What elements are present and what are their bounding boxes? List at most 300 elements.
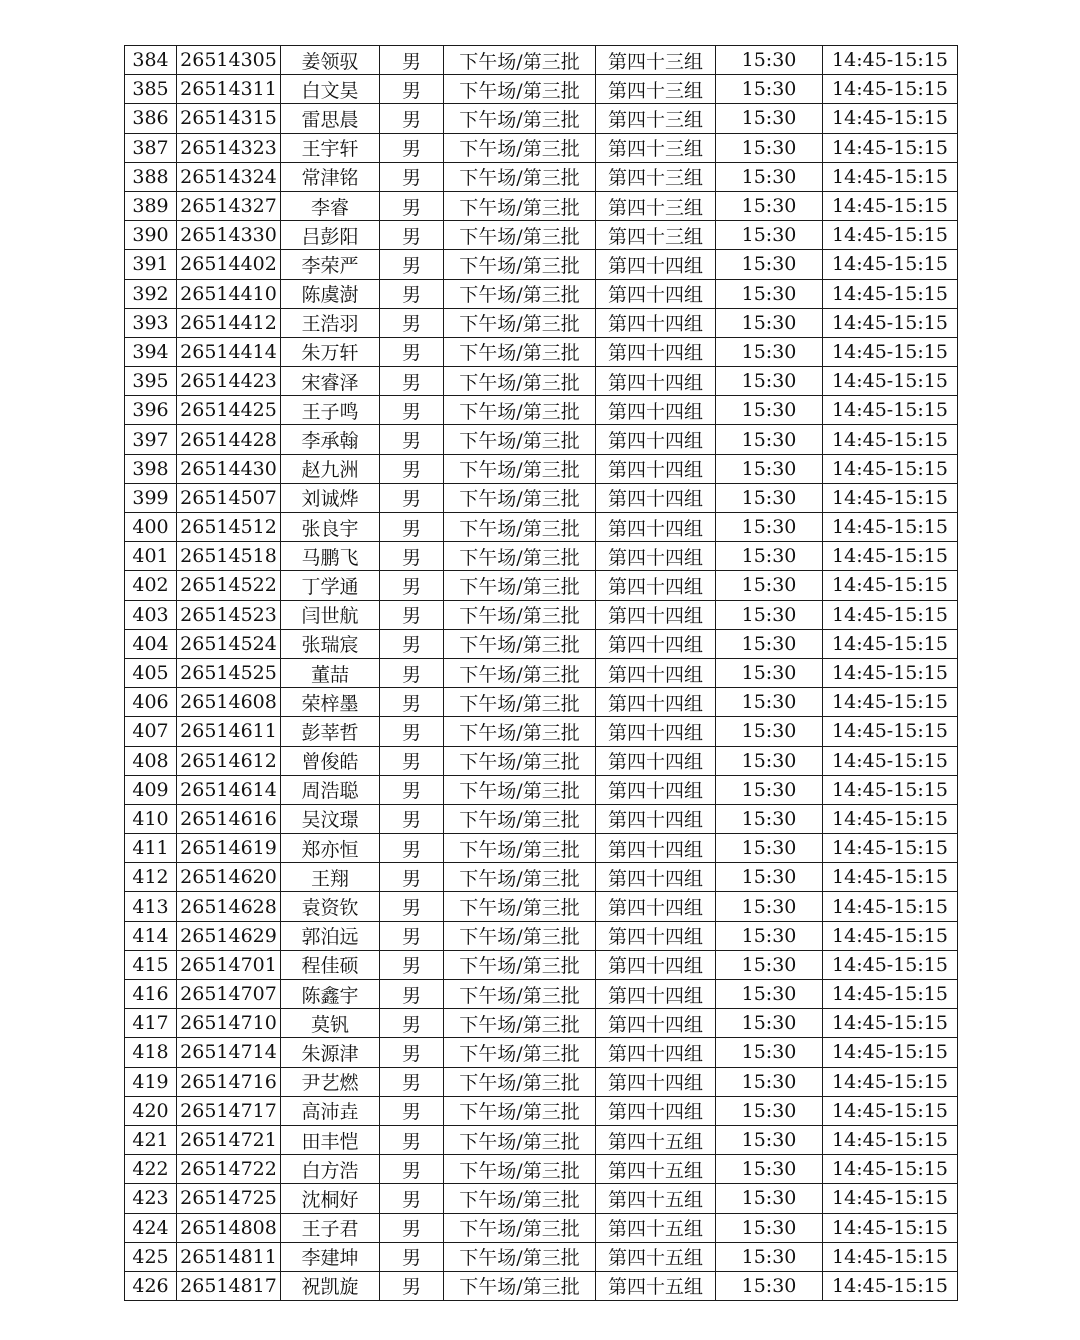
- session-cell: 下午场/第三批: [444, 191, 596, 220]
- table-row: [125, 600, 958, 629]
- group-cell: 第四十四组: [596, 980, 716, 1009]
- checkin-time-cell: 14:45-15:15: [823, 1125, 958, 1154]
- group-cell: 第四十四组: [596, 279, 716, 308]
- table-row: [125, 75, 958, 104]
- start-time-cell: 15:30: [716, 1067, 823, 1096]
- start-time-cell: 15:30: [716, 396, 823, 425]
- session-cell: 下午场/第三批: [444, 1096, 596, 1125]
- group-cell: 第四十四组: [596, 308, 716, 337]
- checkin-time-cell: 14:45-15:15: [823, 337, 958, 366]
- exam-id-cell: 26514525: [177, 658, 281, 687]
- exam-id-cell: 26514425: [177, 396, 281, 425]
- seq-cell: 391: [125, 250, 177, 279]
- seq-cell: 403: [125, 600, 177, 629]
- gender-cell: 男: [380, 834, 444, 863]
- group-cell: 第四十五组: [596, 1125, 716, 1154]
- name-cell: 郭泊远: [281, 921, 380, 950]
- gender-cell: 男: [380, 892, 444, 921]
- checkin-time-cell: 14:45-15:15: [823, 1213, 958, 1242]
- start-time-cell: 15:30: [716, 1096, 823, 1125]
- gender-cell: 男: [380, 191, 444, 220]
- checkin-time-cell: 14:45-15:15: [823, 629, 958, 658]
- session-cell: 下午场/第三批: [444, 629, 596, 658]
- seq-cell: 412: [125, 863, 177, 892]
- start-time-cell: 15:30: [716, 775, 823, 804]
- seq-cell: 387: [125, 133, 177, 162]
- session-cell: 下午场/第三批: [444, 46, 596, 75]
- exam-id-cell: 26514725: [177, 1184, 281, 1213]
- table-row: [125, 542, 958, 571]
- checkin-time-cell: 14:45-15:15: [823, 513, 958, 542]
- seq-cell: 400: [125, 513, 177, 542]
- checkin-time-cell: 14:45-15:15: [823, 454, 958, 483]
- group-cell: 第四十三组: [596, 104, 716, 133]
- table-row: [125, 279, 958, 308]
- seq-cell: 407: [125, 717, 177, 746]
- seq-cell: 411: [125, 834, 177, 863]
- gender-cell: 男: [380, 717, 444, 746]
- exam-id-cell: 26514324: [177, 162, 281, 191]
- group-cell: 第四十四组: [596, 571, 716, 600]
- name-cell: 赵九洲: [281, 454, 380, 483]
- exam-id-cell: 26514412: [177, 308, 281, 337]
- group-cell: 第四十五组: [596, 1184, 716, 1213]
- session-cell: 下午场/第三批: [444, 1271, 596, 1300]
- gender-cell: 男: [380, 1067, 444, 1096]
- gender-cell: 男: [380, 337, 444, 366]
- group-cell: 第四十四组: [596, 688, 716, 717]
- table-row: [125, 863, 958, 892]
- checkin-time-cell: 14:45-15:15: [823, 250, 958, 279]
- exam-id-cell: 26514714: [177, 1038, 281, 1067]
- group-cell: 第四十五组: [596, 1155, 716, 1184]
- seq-cell: 384: [125, 46, 177, 75]
- group-cell: 第四十三组: [596, 221, 716, 250]
- table-row: [125, 1125, 958, 1154]
- session-cell: 下午场/第三批: [444, 1067, 596, 1096]
- group-cell: 第四十三组: [596, 133, 716, 162]
- name-cell: 王浩羽: [281, 308, 380, 337]
- start-time-cell: 15:30: [716, 804, 823, 833]
- name-cell: 吴汶璟: [281, 804, 380, 833]
- checkin-time-cell: 14:45-15:15: [823, 162, 958, 191]
- exam-id-cell: 26514716: [177, 1067, 281, 1096]
- checkin-time-cell: 14:45-15:15: [823, 425, 958, 454]
- gender-cell: 男: [380, 542, 444, 571]
- table-row: [125, 658, 958, 687]
- start-time-cell: 15:30: [716, 454, 823, 483]
- table-row: [125, 1038, 958, 1067]
- start-time-cell: 15:30: [716, 425, 823, 454]
- seq-cell: 418: [125, 1038, 177, 1067]
- start-time-cell: 15:30: [716, 513, 823, 542]
- checkin-time-cell: 14:45-15:15: [823, 834, 958, 863]
- table-row: [125, 1242, 958, 1271]
- exam-id-cell: 26514428: [177, 425, 281, 454]
- session-cell: 下午场/第三批: [444, 980, 596, 1009]
- start-time-cell: 15:30: [716, 600, 823, 629]
- group-cell: 第四十四组: [596, 775, 716, 804]
- gender-cell: 男: [380, 1038, 444, 1067]
- exam-id-cell: 26514423: [177, 367, 281, 396]
- exam-id-cell: 26514616: [177, 804, 281, 833]
- gender-cell: 男: [380, 775, 444, 804]
- name-cell: 程佳硕: [281, 950, 380, 979]
- name-cell: 王翔: [281, 863, 380, 892]
- table-row: [125, 191, 958, 220]
- table-row: [125, 1271, 958, 1300]
- checkin-time-cell: 14:45-15:15: [823, 483, 958, 512]
- table-row: [125, 104, 958, 133]
- exam-id-cell: 26514620: [177, 863, 281, 892]
- exam-id-cell: 26514701: [177, 950, 281, 979]
- gender-cell: 男: [380, 746, 444, 775]
- table-row: [125, 1213, 958, 1242]
- session-cell: 下午场/第三批: [444, 1184, 596, 1213]
- start-time-cell: 15:30: [716, 250, 823, 279]
- gender-cell: 男: [380, 250, 444, 279]
- gender-cell: 男: [380, 46, 444, 75]
- start-time-cell: 15:30: [716, 629, 823, 658]
- exam-id-cell: 26514524: [177, 629, 281, 658]
- seq-cell: 409: [125, 775, 177, 804]
- exam-id-cell: 26514717: [177, 1096, 281, 1125]
- table-row: [125, 834, 958, 863]
- session-cell: 下午场/第三批: [444, 221, 596, 250]
- session-cell: 下午场/第三批: [444, 1038, 596, 1067]
- gender-cell: 男: [380, 1096, 444, 1125]
- checkin-time-cell: 14:45-15:15: [823, 980, 958, 1009]
- table-row: [125, 921, 958, 950]
- start-time-cell: 15:30: [716, 863, 823, 892]
- table-row: [125, 162, 958, 191]
- gender-cell: 男: [380, 921, 444, 950]
- gender-cell: 男: [380, 513, 444, 542]
- seq-cell: 414: [125, 921, 177, 950]
- session-cell: 下午场/第三批: [444, 863, 596, 892]
- group-cell: 第四十四组: [596, 513, 716, 542]
- table-row: [125, 717, 958, 746]
- start-time-cell: 15:30: [716, 191, 823, 220]
- name-cell: 白文昊: [281, 75, 380, 104]
- session-cell: 下午场/第三批: [444, 834, 596, 863]
- exam-id-cell: 26514315: [177, 104, 281, 133]
- gender-cell: 男: [380, 980, 444, 1009]
- checkin-time-cell: 14:45-15:15: [823, 279, 958, 308]
- name-cell: 马鹏飞: [281, 542, 380, 571]
- start-time-cell: 15:30: [716, 1271, 823, 1300]
- checkin-time-cell: 14:45-15:15: [823, 775, 958, 804]
- seq-cell: 394: [125, 337, 177, 366]
- start-time-cell: 15:30: [716, 571, 823, 600]
- name-cell: 李荣严: [281, 250, 380, 279]
- start-time-cell: 15:30: [716, 717, 823, 746]
- table-row: [125, 454, 958, 483]
- name-cell: 王子君: [281, 1213, 380, 1242]
- seq-cell: 396: [125, 396, 177, 425]
- gender-cell: 男: [380, 688, 444, 717]
- checkin-time-cell: 14:45-15:15: [823, 191, 958, 220]
- start-time-cell: 15:30: [716, 980, 823, 1009]
- checkin-time-cell: 14:45-15:15: [823, 1184, 958, 1213]
- name-cell: 李睿: [281, 191, 380, 220]
- session-cell: 下午场/第三批: [444, 162, 596, 191]
- start-time-cell: 15:30: [716, 367, 823, 396]
- gender-cell: 男: [380, 454, 444, 483]
- gender-cell: 男: [380, 950, 444, 979]
- exam-id-cell: 26514808: [177, 1213, 281, 1242]
- seq-cell: 415: [125, 950, 177, 979]
- session-cell: 下午场/第三批: [444, 1125, 596, 1154]
- exam-id-cell: 26514512: [177, 513, 281, 542]
- name-cell: 宋睿泽: [281, 367, 380, 396]
- session-cell: 下午场/第三批: [444, 658, 596, 687]
- gender-cell: 男: [380, 804, 444, 833]
- seq-cell: 401: [125, 542, 177, 571]
- session-cell: 下午场/第三批: [444, 775, 596, 804]
- table-row: [125, 688, 958, 717]
- start-time-cell: 15:30: [716, 834, 823, 863]
- name-cell: 王子鸣: [281, 396, 380, 425]
- group-cell: 第四十五组: [596, 1213, 716, 1242]
- table-row: [125, 396, 958, 425]
- exam-id-cell: 26514628: [177, 892, 281, 921]
- name-cell: 董喆: [281, 658, 380, 687]
- group-cell: 第四十四组: [596, 746, 716, 775]
- checkin-time-cell: 14:45-15:15: [823, 688, 958, 717]
- name-cell: 郑亦恒: [281, 834, 380, 863]
- exam-id-cell: 26514330: [177, 221, 281, 250]
- session-cell: 下午场/第三批: [444, 1009, 596, 1038]
- group-cell: 第四十四组: [596, 1009, 716, 1038]
- session-cell: 下午场/第三批: [444, 804, 596, 833]
- checkin-time-cell: 14:45-15:15: [823, 571, 958, 600]
- seq-cell: 395: [125, 367, 177, 396]
- name-cell: 常津铭: [281, 162, 380, 191]
- checkin-time-cell: 14:45-15:15: [823, 950, 958, 979]
- checkin-time-cell: 14:45-15:15: [823, 1242, 958, 1271]
- exam-id-cell: 26514430: [177, 454, 281, 483]
- exam-id-cell: 26514311: [177, 75, 281, 104]
- table-row: [125, 250, 958, 279]
- start-time-cell: 15:30: [716, 688, 823, 717]
- name-cell: 雷思晨: [281, 104, 380, 133]
- seq-cell: 425: [125, 1242, 177, 1271]
- seq-cell: 389: [125, 191, 177, 220]
- seq-cell: 385: [125, 75, 177, 104]
- start-time-cell: 15:30: [716, 162, 823, 191]
- group-cell: 第四十四组: [596, 542, 716, 571]
- exam-id-cell: 26514305: [177, 46, 281, 75]
- checkin-time-cell: 14:45-15:15: [823, 1155, 958, 1184]
- exam-id-cell: 26514523: [177, 600, 281, 629]
- session-cell: 下午场/第三批: [444, 892, 596, 921]
- gender-cell: 男: [380, 600, 444, 629]
- gender-cell: 男: [380, 396, 444, 425]
- exam-id-cell: 26514629: [177, 921, 281, 950]
- group-cell: 第四十三组: [596, 46, 716, 75]
- seq-cell: 392: [125, 279, 177, 308]
- checkin-time-cell: 14:45-15:15: [823, 1009, 958, 1038]
- seq-cell: 416: [125, 980, 177, 1009]
- name-cell: 王宇轩: [281, 133, 380, 162]
- exam-id-cell: 26514414: [177, 337, 281, 366]
- table-row: [125, 1184, 958, 1213]
- checkin-time-cell: 14:45-15:15: [823, 921, 958, 950]
- start-time-cell: 15:30: [716, 308, 823, 337]
- start-time-cell: 15:30: [716, 46, 823, 75]
- group-cell: 第四十四组: [596, 1096, 716, 1125]
- name-cell: 闫世航: [281, 600, 380, 629]
- checkin-time-cell: 14:45-15:15: [823, 1067, 958, 1096]
- start-time-cell: 15:30: [716, 542, 823, 571]
- table-row: [125, 1009, 958, 1038]
- gender-cell: 男: [380, 308, 444, 337]
- checkin-time-cell: 14:45-15:15: [823, 367, 958, 396]
- start-time-cell: 15:30: [716, 483, 823, 512]
- gender-cell: 男: [380, 1242, 444, 1271]
- name-cell: 丁学通: [281, 571, 380, 600]
- group-cell: 第四十四组: [596, 483, 716, 512]
- gender-cell: 男: [380, 1009, 444, 1038]
- checkin-time-cell: 14:45-15:15: [823, 396, 958, 425]
- group-cell: 第四十四组: [596, 1038, 716, 1067]
- gender-cell: 男: [380, 104, 444, 133]
- start-time-cell: 15:30: [716, 1038, 823, 1067]
- checkin-time-cell: 14:45-15:15: [823, 308, 958, 337]
- group-cell: 第四十五组: [596, 1271, 716, 1300]
- start-time-cell: 15:30: [716, 950, 823, 979]
- checkin-time-cell: 14:45-15:15: [823, 1038, 958, 1067]
- group-cell: 第四十四组: [596, 629, 716, 658]
- roster-table: [124, 45, 958, 1301]
- name-cell: 陈虞澍: [281, 279, 380, 308]
- seq-cell: 402: [125, 571, 177, 600]
- table-row: [125, 367, 958, 396]
- session-cell: 下午场/第三批: [444, 513, 596, 542]
- gender-cell: 男: [380, 75, 444, 104]
- seq-cell: 408: [125, 746, 177, 775]
- group-cell: 第四十四组: [596, 804, 716, 833]
- name-cell: 朱源津: [281, 1038, 380, 1067]
- gender-cell: 男: [380, 162, 444, 191]
- group-cell: 第四十四组: [596, 892, 716, 921]
- name-cell: 朱万轩: [281, 337, 380, 366]
- gender-cell: 男: [380, 1213, 444, 1242]
- start-time-cell: 15:30: [716, 104, 823, 133]
- table-row: [125, 629, 958, 658]
- session-cell: 下午场/第三批: [444, 454, 596, 483]
- seq-cell: 419: [125, 1067, 177, 1096]
- start-time-cell: 15:30: [716, 279, 823, 308]
- start-time-cell: 15:30: [716, 221, 823, 250]
- gender-cell: 男: [380, 571, 444, 600]
- table-row: [125, 571, 958, 600]
- session-cell: 下午场/第三批: [444, 250, 596, 279]
- session-cell: 下午场/第三批: [444, 1242, 596, 1271]
- table-row: [125, 1067, 958, 1096]
- gender-cell: 男: [380, 658, 444, 687]
- table-row: [125, 746, 958, 775]
- session-cell: 下午场/第三批: [444, 104, 596, 133]
- group-cell: 第四十四组: [596, 367, 716, 396]
- checkin-time-cell: 14:45-15:15: [823, 542, 958, 571]
- seq-cell: 417: [125, 1009, 177, 1038]
- table-row: [125, 133, 958, 162]
- table-row: [125, 1096, 958, 1125]
- group-cell: 第四十四组: [596, 1067, 716, 1096]
- gender-cell: 男: [380, 863, 444, 892]
- session-cell: 下午场/第三批: [444, 483, 596, 512]
- start-time-cell: 15:30: [716, 133, 823, 162]
- exam-id-cell: 26514608: [177, 688, 281, 717]
- session-cell: 下午场/第三批: [444, 542, 596, 571]
- session-cell: 下午场/第三批: [444, 279, 596, 308]
- session-cell: 下午场/第三批: [444, 308, 596, 337]
- exam-id-cell: 26514410: [177, 279, 281, 308]
- session-cell: 下午场/第三批: [444, 396, 596, 425]
- gender-cell: 男: [380, 425, 444, 454]
- exam-id-cell: 26514611: [177, 717, 281, 746]
- group-cell: 第四十四组: [596, 425, 716, 454]
- exam-id-cell: 26514707: [177, 980, 281, 1009]
- seq-cell: 388: [125, 162, 177, 191]
- exam-id-cell: 26514402: [177, 250, 281, 279]
- exam-id-cell: 26514518: [177, 542, 281, 571]
- session-cell: 下午场/第三批: [444, 1155, 596, 1184]
- seq-cell: 393: [125, 308, 177, 337]
- start-time-cell: 15:30: [716, 1213, 823, 1242]
- start-time-cell: 15:30: [716, 1155, 823, 1184]
- session-cell: 下午场/第三批: [444, 425, 596, 454]
- exam-id-cell: 26514327: [177, 191, 281, 220]
- gender-cell: 男: [380, 221, 444, 250]
- session-cell: 下午场/第三批: [444, 337, 596, 366]
- name-cell: 张瑞宸: [281, 629, 380, 658]
- seq-cell: 424: [125, 1213, 177, 1242]
- name-cell: 陈鑫宇: [281, 980, 380, 1009]
- exam-id-cell: 26514323: [177, 133, 281, 162]
- name-cell: 彭莘哲: [281, 717, 380, 746]
- name-cell: 李建坤: [281, 1242, 380, 1271]
- gender-cell: 男: [380, 1184, 444, 1213]
- group-cell: 第四十四组: [596, 454, 716, 483]
- checkin-time-cell: 14:45-15:15: [823, 746, 958, 775]
- group-cell: 第四十四组: [596, 396, 716, 425]
- group-cell: 第四十三组: [596, 75, 716, 104]
- name-cell: 白方浩: [281, 1155, 380, 1184]
- group-cell: 第四十四组: [596, 834, 716, 863]
- table-row: [125, 483, 958, 512]
- name-cell: 曾俊皓: [281, 746, 380, 775]
- name-cell: 尹艺燃: [281, 1067, 380, 1096]
- gender-cell: 男: [380, 483, 444, 512]
- seq-cell: 404: [125, 629, 177, 658]
- group-cell: 第四十三组: [596, 162, 716, 191]
- exam-id-cell: 26514619: [177, 834, 281, 863]
- seq-cell: 410: [125, 804, 177, 833]
- table-row: [125, 804, 958, 833]
- checkin-time-cell: 14:45-15:15: [823, 133, 958, 162]
- session-cell: 下午场/第三批: [444, 717, 596, 746]
- table-row: [125, 1155, 958, 1184]
- group-cell: 第四十四组: [596, 950, 716, 979]
- session-cell: 下午场/第三批: [444, 571, 596, 600]
- seq-cell: 426: [125, 1271, 177, 1300]
- start-time-cell: 15:30: [716, 1242, 823, 1271]
- seq-cell: 413: [125, 892, 177, 921]
- session-cell: 下午场/第三批: [444, 746, 596, 775]
